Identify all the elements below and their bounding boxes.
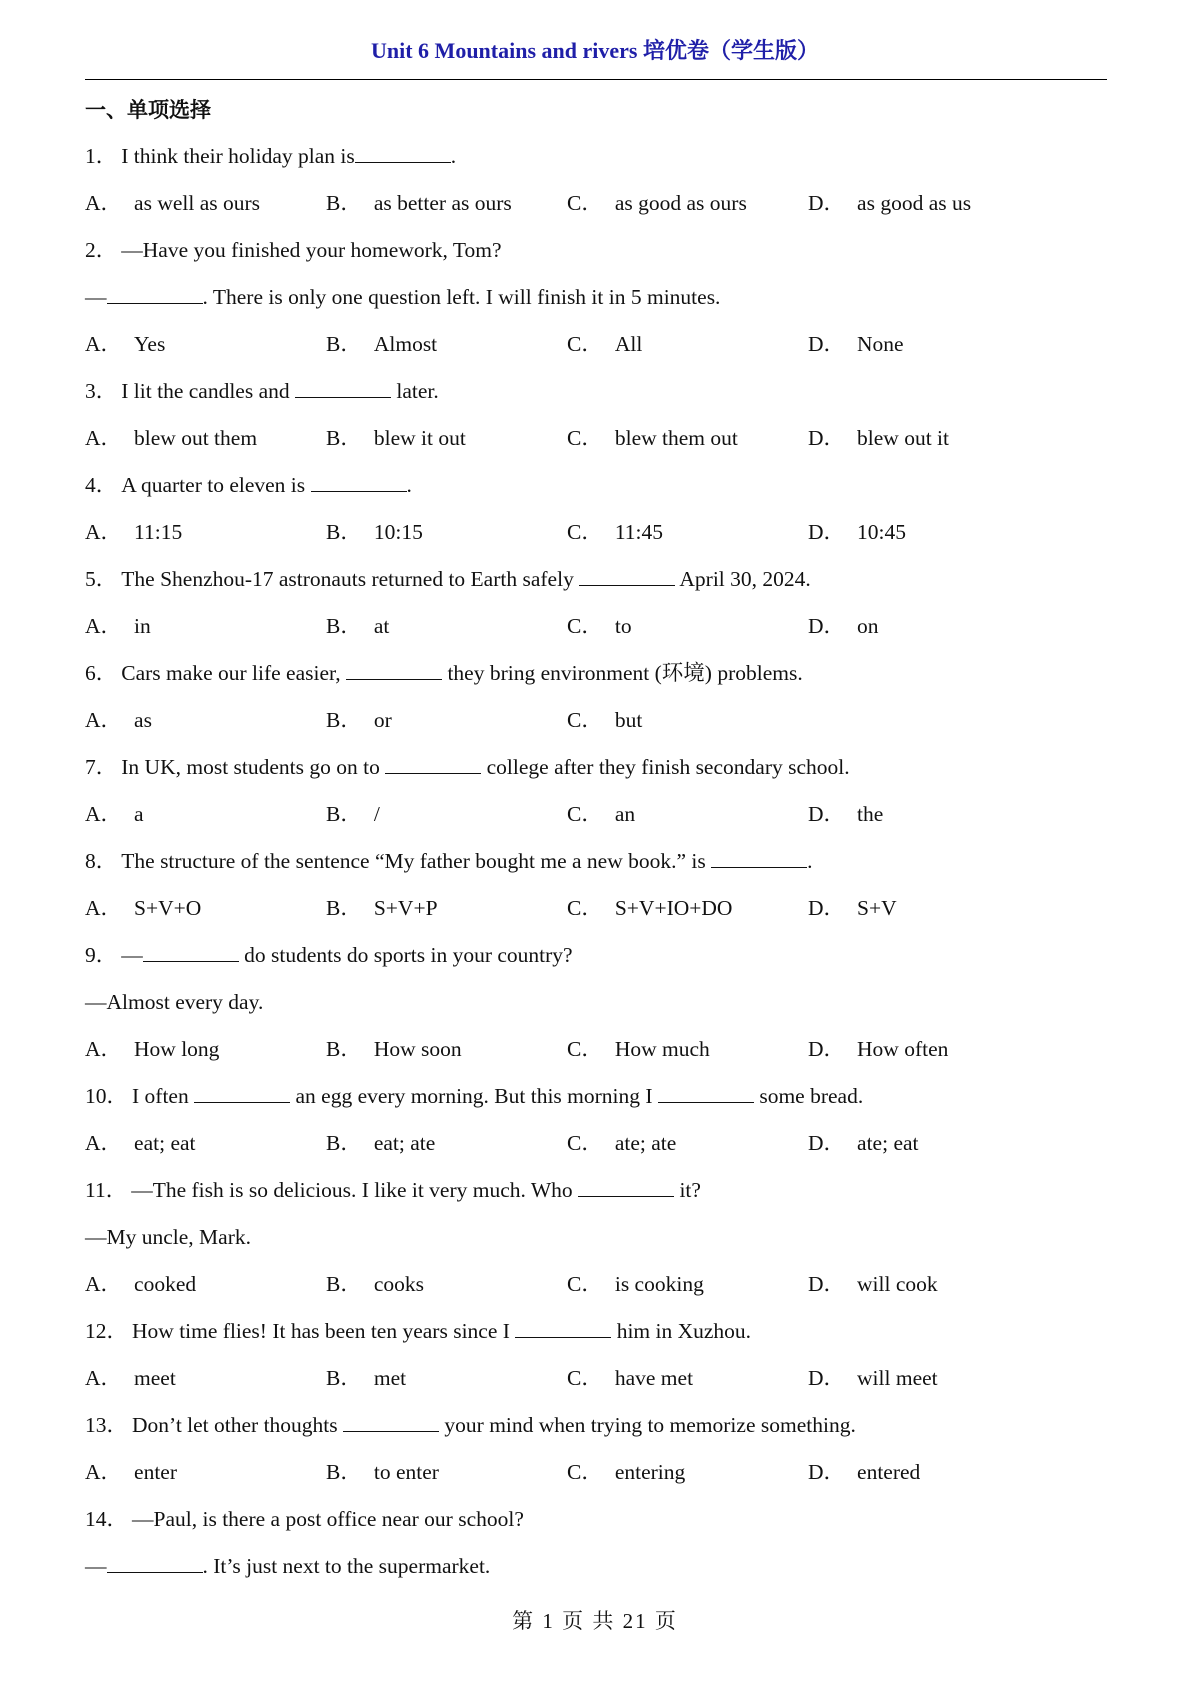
question-stem-line (85, 984, 1107, 1031)
question-stem-line (85, 749, 1107, 796)
options-row (85, 420, 1107, 467)
question-number: 5． (85, 567, 118, 591)
question-stem-line (85, 937, 1107, 984)
option-letter: A． (85, 426, 123, 450)
answer-option (326, 796, 380, 832)
answer-option (567, 185, 747, 221)
option-letter: A． (85, 191, 123, 215)
answer-blank (711, 843, 807, 868)
question-10 (85, 1078, 1107, 1172)
option-text: to enter (373, 1460, 439, 1484)
question-number: 3． (85, 379, 118, 403)
option-letter: B． (326, 426, 362, 450)
answer-option (326, 326, 437, 362)
options-row (85, 608, 1107, 655)
question-stem-line (85, 1407, 1107, 1454)
question-stem-line (85, 1501, 1107, 1548)
question-number: 6． (85, 661, 118, 685)
question-text: college after they finish secondary school. (481, 755, 850, 779)
option-text: but (614, 708, 643, 732)
answer-option (326, 1125, 435, 1161)
answer-option (85, 420, 257, 456)
question-12 (85, 1313, 1107, 1407)
question-text: I think their holiday plan is (121, 144, 355, 168)
answer-blank (107, 279, 203, 304)
answer-option (808, 1031, 948, 1067)
answer-option (85, 185, 260, 221)
question-9 (85, 937, 1107, 1078)
question-stem-line (85, 1078, 1107, 1125)
option-letter: D． (808, 614, 846, 638)
option-text: blew it out (373, 426, 466, 450)
question-text: —Have you finished your homework, Tom? (121, 238, 502, 262)
option-text: Yes (134, 332, 166, 356)
option-letter: A． (85, 520, 123, 544)
question-text: I often (132, 1084, 195, 1108)
options-row (85, 514, 1107, 561)
option-text: entering (614, 1460, 686, 1484)
option-text: as (134, 708, 152, 732)
option-letter: C． (567, 1460, 603, 1484)
document-title: Unit 6 Mountains and rivers 培优卷（学生版） (371, 38, 819, 63)
question-text: it? (674, 1178, 701, 1202)
question-number: 7． (85, 755, 118, 779)
question-number: 12． (85, 1319, 129, 1343)
answer-option (567, 420, 738, 456)
option-text: All (614, 332, 643, 356)
answer-option (567, 796, 635, 832)
option-text: How soon (373, 1037, 462, 1061)
question-3 (85, 373, 1107, 467)
answer-option (808, 1266, 938, 1302)
option-text: None (857, 332, 904, 356)
option-text: to (614, 614, 632, 638)
answer-option (326, 702, 392, 738)
option-letter: A． (85, 1131, 123, 1155)
question-7 (85, 749, 1107, 843)
answer-option (326, 608, 389, 644)
answer-option (808, 890, 897, 926)
question-text: —My uncle, Mark. (85, 1225, 251, 1249)
option-letter: C． (567, 520, 603, 544)
answer-option (567, 514, 663, 550)
option-letter: C． (567, 1366, 603, 1390)
option-text: S+V+P (373, 896, 438, 920)
option-text: in (134, 614, 151, 638)
answer-option (326, 1266, 424, 1302)
option-text: will cook (857, 1272, 938, 1296)
option-letter: C． (567, 802, 603, 826)
answer-option (808, 1360, 938, 1396)
question-text: . (450, 144, 457, 168)
question-stem-line (85, 843, 1107, 890)
answer-option (326, 890, 438, 926)
question-text: later. (391, 379, 439, 403)
option-text: entered (857, 1460, 921, 1484)
option-text: eat; eat (134, 1131, 196, 1155)
option-text: will meet (857, 1366, 938, 1390)
question-number: 11． (85, 1178, 128, 1202)
option-text: blew out them (134, 426, 258, 450)
question-stem-line (85, 1313, 1107, 1360)
option-text: on (857, 614, 879, 638)
option-letter: D． (808, 426, 846, 450)
question-number: 1． (85, 144, 118, 168)
answer-option (85, 514, 182, 550)
option-letter: C． (567, 332, 603, 356)
answer-option (808, 796, 883, 832)
answer-blank (658, 1078, 754, 1103)
answer-option (326, 514, 423, 550)
option-letter: C． (567, 1131, 603, 1155)
question-stem-line (85, 232, 1107, 279)
answer-blank (346, 655, 442, 680)
options-row (85, 890, 1107, 937)
answer-option (85, 1454, 177, 1490)
answer-option (85, 326, 165, 362)
question-stem-line (85, 1548, 1107, 1595)
option-text: as better as ours (373, 191, 512, 215)
question-text: In UK, most students go on to (121, 755, 386, 779)
option-letter: D． (808, 1131, 846, 1155)
answer-option (85, 890, 201, 926)
option-letter: C． (567, 1037, 603, 1061)
question-5 (85, 561, 1107, 655)
question-text: Cars make our life easier, (121, 661, 347, 685)
question-number: 14． (85, 1507, 129, 1531)
answer-option (85, 1360, 176, 1396)
answer-option (567, 1360, 693, 1396)
answer-option (85, 608, 151, 644)
answer-option (567, 1031, 710, 1067)
question-number: 13． (85, 1413, 129, 1437)
option-text: ate; eat (857, 1131, 919, 1155)
question-4 (85, 467, 1107, 561)
question-stem-line (85, 467, 1107, 514)
option-letter: B． (326, 1460, 362, 1484)
question-stem-line (85, 655, 1107, 702)
option-letter: D． (808, 896, 846, 920)
option-letter: B． (326, 332, 362, 356)
section-heading: 一、单项选择 (85, 98, 211, 122)
question-list (85, 138, 1107, 1595)
question-text: A quarter to eleven is (121, 473, 311, 497)
options-row (85, 702, 1107, 749)
option-letter: D． (808, 1272, 846, 1296)
question-text: The Shenzhou-17 astronauts returned to Earth safely (121, 567, 580, 591)
question-text: . (406, 473, 412, 497)
option-text: How much (614, 1037, 710, 1061)
answer-option (85, 702, 152, 738)
option-text: cooked (134, 1272, 197, 1296)
question-stem-line (85, 1219, 1107, 1266)
answer-option (326, 1454, 439, 1490)
question-text: some bread. (753, 1084, 864, 1108)
option-text: ate; ate (614, 1131, 677, 1155)
question-number: 8． (85, 849, 118, 873)
option-text: a (134, 802, 144, 826)
option-letter: A． (85, 1460, 123, 1484)
option-text: 10:15 (373, 520, 423, 544)
option-letter: A． (85, 614, 123, 638)
option-letter: D． (808, 191, 846, 215)
option-letter: C． (567, 708, 603, 732)
option-text: met (373, 1366, 407, 1390)
answer-option (567, 702, 642, 738)
answer-option (326, 420, 466, 456)
options-row (85, 796, 1107, 843)
option-text: eat; ate (373, 1131, 436, 1155)
question-number: 10． (85, 1084, 129, 1108)
options-row (85, 1266, 1107, 1313)
answer-blank (311, 467, 407, 492)
answer-blank (194, 1078, 290, 1103)
question-text: do students do sports in your country? (238, 943, 573, 967)
question-text: The structure of the sentence “My father bought me a new book.” is (121, 849, 712, 873)
option-text: have met (614, 1366, 694, 1390)
option-letter: B． (326, 1037, 362, 1061)
answer-blank (579, 561, 675, 586)
option-text: as well as ours (134, 191, 261, 215)
option-text: S+V (857, 896, 897, 920)
question-stem-line (85, 1172, 1107, 1219)
option-letter: B． (326, 1366, 362, 1390)
option-text: is cooking (614, 1272, 704, 1296)
option-text: cooks (373, 1272, 425, 1296)
question-text: . (807, 849, 813, 873)
question-text: . There is only one question left. I will finish it in 5 minutes. (202, 285, 721, 309)
answer-option (808, 514, 906, 550)
question-text: April 30, 2024. (675, 567, 811, 591)
answer-blank (578, 1172, 674, 1197)
question-1 (85, 138, 1107, 232)
header-rule (85, 79, 1107, 80)
question-8 (85, 843, 1107, 937)
option-text: 11:45 (614, 520, 664, 544)
answer-option (808, 185, 971, 221)
question-text: —The fish is so delicious. I like it very much. Who (131, 1178, 579, 1202)
option-text: blew out it (857, 426, 949, 450)
option-letter: A． (85, 708, 123, 732)
option-letter: D． (808, 1366, 846, 1390)
option-letter: A． (85, 896, 123, 920)
answer-option (567, 1125, 676, 1161)
question-number: 2． (85, 238, 118, 262)
option-letter: D． (808, 802, 846, 826)
option-letter: B． (326, 896, 362, 920)
question-number: 9． (85, 943, 118, 967)
question-stem-line (85, 561, 1107, 608)
option-text: S+V+O (134, 896, 202, 920)
option-letter: A． (85, 332, 123, 356)
question-6 (85, 655, 1107, 749)
option-letter: D． (808, 1460, 846, 1484)
answer-blank (295, 373, 391, 398)
answer-option (808, 326, 904, 362)
answer-blank (107, 1548, 203, 1573)
answer-option (326, 1031, 462, 1067)
question-text: I lit the candles and (121, 379, 295, 403)
option-letter: B． (326, 708, 362, 732)
question-text: How time flies! It has been ten years since I (132, 1319, 516, 1343)
question-text: an egg every morning. But this morning I (290, 1084, 658, 1108)
answer-option (85, 1266, 196, 1302)
option-text: 10:45 (857, 520, 907, 544)
question-text: — (121, 943, 143, 967)
option-text: blew them out (614, 426, 738, 450)
options-row (85, 1031, 1107, 1078)
option-letter: C． (567, 1272, 603, 1296)
option-letter: B． (326, 614, 362, 638)
question-text: — (85, 1554, 107, 1578)
option-letter: B． (326, 1272, 362, 1296)
question-text: . It’s just next to the supermarket. (202, 1554, 491, 1578)
question-stem-line (85, 279, 1107, 326)
option-letter: B． (326, 520, 362, 544)
answer-option (808, 1125, 919, 1161)
option-text: at (373, 614, 390, 638)
answer-option (85, 1031, 219, 1067)
options-row (85, 1125, 1107, 1172)
answer-option (567, 890, 732, 926)
question-number: 4． (85, 473, 118, 497)
option-text: an (614, 802, 636, 826)
option-letter: B． (326, 802, 362, 826)
question-text: — (85, 285, 107, 309)
question-text: your mind when trying to memorize something. (439, 1413, 856, 1437)
options-row (85, 185, 1107, 232)
option-text: How often (857, 1037, 949, 1061)
answer-option (326, 185, 512, 221)
question-14 (85, 1501, 1107, 1595)
options-row (85, 1454, 1107, 1501)
answer-option (85, 796, 144, 832)
answer-option (567, 326, 642, 362)
question-text: —Almost every day. (85, 990, 264, 1014)
option-letter: C． (567, 426, 603, 450)
option-letter: D． (808, 1037, 846, 1061)
option-text: meet (134, 1366, 176, 1390)
option-letter: B． (326, 1131, 362, 1155)
option-letter: C． (567, 191, 603, 215)
option-text: / (373, 802, 380, 826)
option-letter: D． (808, 332, 846, 356)
answer-blank (515, 1313, 611, 1338)
question-11 (85, 1172, 1107, 1313)
option-text: as good as us (857, 191, 972, 215)
answer-option (326, 1360, 406, 1396)
question-text: —Paul, is there a post office near our school? (132, 1507, 524, 1531)
page-number: 第 1 页 共 21 页 (512, 1609, 678, 1633)
answer-blank (385, 749, 481, 774)
option-text: 11:15 (134, 520, 183, 544)
answer-option (85, 1125, 196, 1161)
option-text: as good as ours (614, 191, 747, 215)
question-13 (85, 1407, 1107, 1501)
option-letter: A． (85, 1037, 123, 1061)
question-stem-line (85, 138, 1107, 185)
option-text: S+V+IO+DO (614, 896, 733, 920)
question-text: him in Xuzhou. (611, 1319, 752, 1343)
answer-option (808, 608, 879, 644)
question-2 (85, 232, 1107, 373)
answer-blank (355, 138, 451, 163)
answer-option (808, 420, 949, 456)
answer-blank (343, 1407, 439, 1432)
option-letter: A． (85, 1366, 123, 1390)
question-text: they bring environment (环境) problems. (442, 661, 803, 685)
option-text: Almost (373, 332, 438, 356)
answer-option (567, 1454, 685, 1490)
option-letter: A． (85, 1272, 123, 1296)
question-stem-line (85, 373, 1107, 420)
option-letter: B． (326, 191, 362, 215)
option-letter: C． (567, 614, 603, 638)
option-text: or (373, 708, 392, 732)
option-text: the (857, 802, 884, 826)
answer-option (808, 1454, 920, 1490)
answer-option (567, 1266, 704, 1302)
option-letter: C． (567, 896, 603, 920)
options-row (85, 1360, 1107, 1407)
option-letter: A． (85, 802, 123, 826)
options-row (85, 326, 1107, 373)
option-text: enter (134, 1460, 177, 1484)
option-text: How long (134, 1037, 220, 1061)
answer-blank (143, 937, 239, 962)
option-letter: D． (808, 520, 846, 544)
question-text: Don’t let other thoughts (132, 1413, 344, 1437)
answer-option (567, 608, 632, 644)
